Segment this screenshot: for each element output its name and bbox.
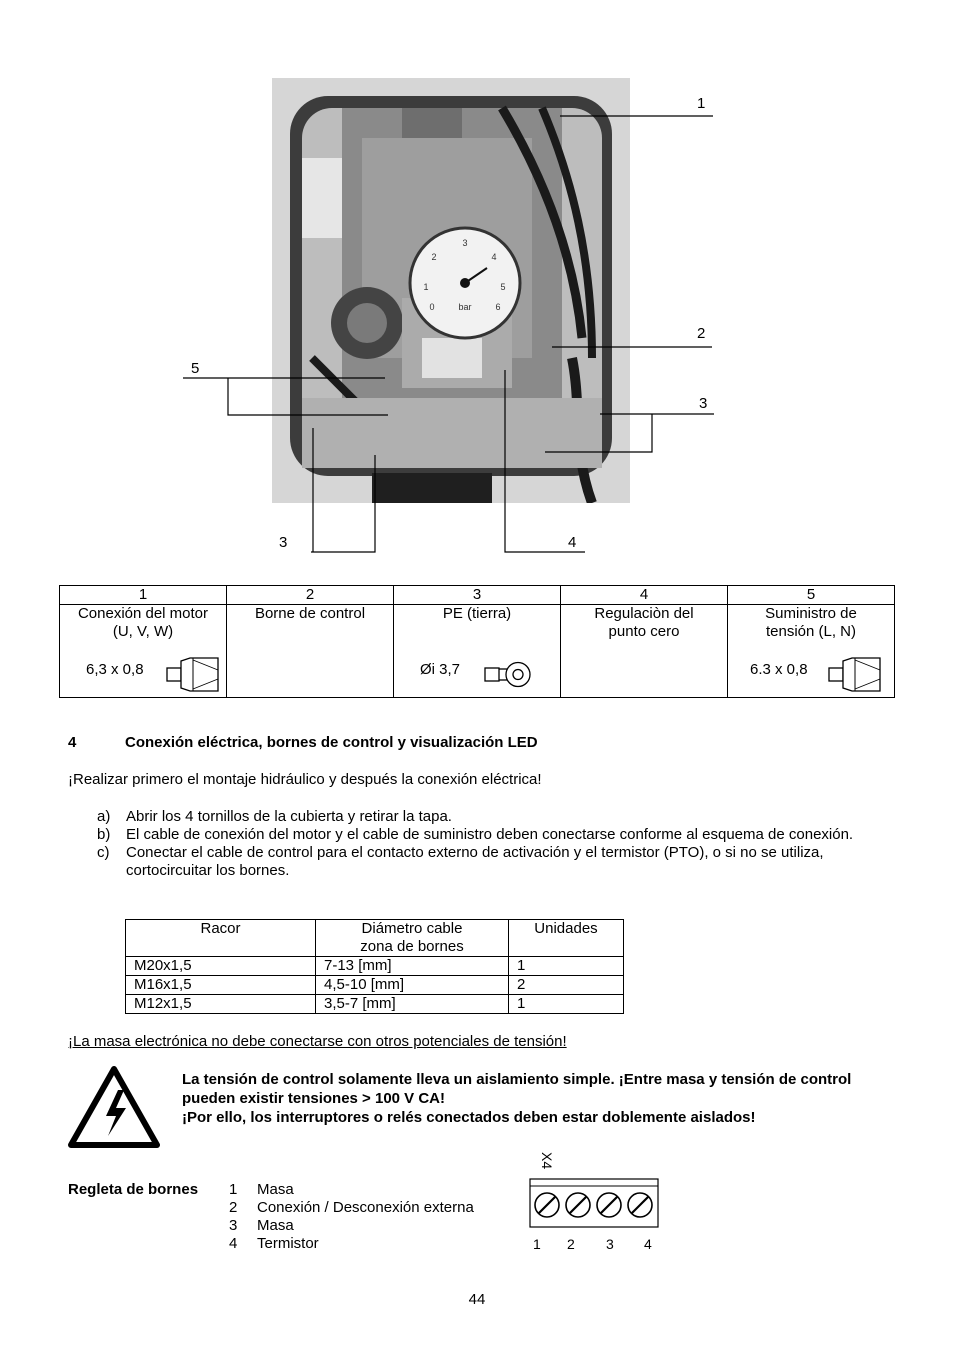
cell-line: punto cero (608, 623, 680, 640)
steps-list (97, 808, 887, 880)
connector-number: 3 (606, 1236, 614, 1252)
table-cell: M20x1,5 (126, 957, 316, 976)
section-title: Conexión eléctrica, bornes de control y visualización LED (125, 734, 538, 751)
ground-warning: ¡La masa electrónica no debe conectarse con otros potenciales de tensión! (68, 1033, 567, 1050)
table-cell: M12x1,5 (126, 995, 316, 1014)
parts-cell-pe (394, 605, 561, 698)
connector-number: 2 (567, 1236, 575, 1252)
parts-header-cell: 4 (561, 586, 728, 605)
list-item-label: Conexión / Desconexión externa (257, 1199, 474, 1216)
connector-number: 1 (533, 1236, 541, 1252)
svg-text:6: 6 (495, 302, 501, 312)
table-cell: 1 (509, 957, 624, 976)
table-row (126, 957, 624, 976)
callout-2: 2 (697, 325, 706, 342)
section-number: 4 (68, 734, 77, 751)
racor-table (125, 919, 624, 1014)
parts-cell-motor (60, 605, 227, 698)
section-heading (68, 734, 538, 751)
callout-leader-lines (0, 0, 954, 580)
terminal-size: 6.3 x 0,8 (750, 661, 808, 678)
parts-header-cell: 1 (60, 586, 227, 605)
parts-cell-control (227, 605, 394, 698)
ring-connector-icon (484, 657, 532, 693)
racor-table-header (126, 920, 624, 957)
parts-header-cell: 5 (728, 586, 895, 605)
high-voltage-warning-icon (68, 1066, 160, 1148)
table-cell: 7-13 [mm] (316, 957, 509, 976)
terminal-size: Øi 3,7 (420, 661, 461, 678)
svg-text:3: 3 (462, 238, 468, 248)
voltage-warning-text (182, 1070, 872, 1127)
cell-line: (U, V, W) (112, 623, 174, 640)
page-number: 44 (468, 1291, 486, 1308)
list-item-number: 1 (229, 1181, 238, 1198)
connector-label: X4 (539, 1152, 555, 1170)
list-item-label: a) (97, 808, 111, 825)
terminal-block-title: Regleta de bornes (68, 1181, 199, 1198)
list-item (229, 1217, 474, 1235)
list-item (97, 826, 887, 844)
flat-connector-icon (166, 657, 222, 693)
callout-1: 1 (697, 95, 706, 112)
cell-line: tensión (L, N) (765, 623, 857, 640)
parts-header-cell: 3 (394, 586, 561, 605)
list-item-label: Termistor (257, 1235, 319, 1252)
list-item-number: 2 (229, 1199, 238, 1216)
table-cell: 2 (509, 976, 624, 995)
list-item (97, 808, 887, 826)
intro-text: ¡Realizar primero el montaje hidráulico y después la conexión eléctrica! (68, 771, 542, 788)
svg-text:5: 5 (500, 282, 506, 292)
voltage-warning-line: La tensión de control solamente lleva un aislamiento simple. ¡Entre masa y tensión de control pueden existir tensiones > 100 V CA! (182, 1071, 852, 1107)
table-row (126, 976, 624, 995)
list-item (229, 1235, 474, 1253)
parts-table-header (60, 586, 895, 605)
svg-text:2: 2 (431, 252, 437, 262)
connector-number: 4 (644, 1236, 652, 1252)
list-item-text: Abrir los 4 tornillos de la cubierta y retirar la tapa. (126, 808, 452, 825)
table-cell: 1 (509, 995, 624, 1014)
list-item-text: El cable de conexión del motor y el cable de suministro deben conectarse conforme al esquema de conexión. (126, 826, 854, 843)
parts-header-cell: 2 (227, 586, 394, 605)
cell-line: Borne de control (254, 605, 366, 622)
list-item-number: 4 (229, 1235, 238, 1252)
cell-line: Suministro de (765, 605, 857, 622)
racor-header-cell: Unidades (509, 920, 624, 957)
table-row (126, 995, 624, 1014)
list-item (97, 844, 887, 880)
racor-header-cell: Racor (126, 920, 316, 957)
list-item-label: Masa (257, 1217, 294, 1234)
list-item-label: Masa (257, 1181, 294, 1198)
list-item-label: c) (97, 844, 110, 861)
list-item-number: 3 (229, 1217, 238, 1234)
table-cell: M16x1,5 (126, 976, 316, 995)
parts-table (59, 585, 895, 698)
callout-3-right: 3 (699, 395, 708, 412)
parts-cell-supply (728, 605, 895, 698)
racor-header-cell: Diámetro cable zona de bornes (316, 920, 509, 957)
callout-5: 5 (191, 360, 200, 377)
callout-3-bottom: 3 (279, 534, 288, 551)
cell-line: Regulaciòn del (594, 605, 694, 622)
cell-line: PE (tierra) (442, 605, 512, 622)
cell-line: Conexión del motor (77, 605, 209, 622)
voltage-warning-line: ¡Por ello, los interruptores o relés conectados deben estar doblemente aislados! (182, 1109, 756, 1126)
terminal-size: 6,3 x 0,8 (86, 661, 144, 678)
terminal-block-connector (529, 1178, 659, 1228)
svg-text:0: 0 (429, 302, 435, 312)
table-cell: 3,5-7 [mm] (316, 995, 509, 1014)
list-item-label: b) (97, 826, 111, 843)
flat-connector-icon (828, 657, 884, 693)
list-item (229, 1199, 474, 1217)
svg-text:1: 1 (423, 282, 429, 292)
parts-cell-zero (561, 605, 728, 698)
list-item-text: Conectar el cable de control para el contacto externo de activación y el termistor (PTO), o si no se utiliza, cortocircuitar los bornes. (126, 844, 824, 879)
list-item (229, 1181, 474, 1199)
svg-text:4: 4 (491, 252, 497, 262)
parts-table-row (60, 605, 895, 698)
terminal-block-list (229, 1181, 474, 1253)
gauge-unit: bar (458, 302, 472, 312)
table-cell: 4,5-10 [mm] (316, 976, 509, 995)
callout-4: 4 (568, 534, 577, 551)
